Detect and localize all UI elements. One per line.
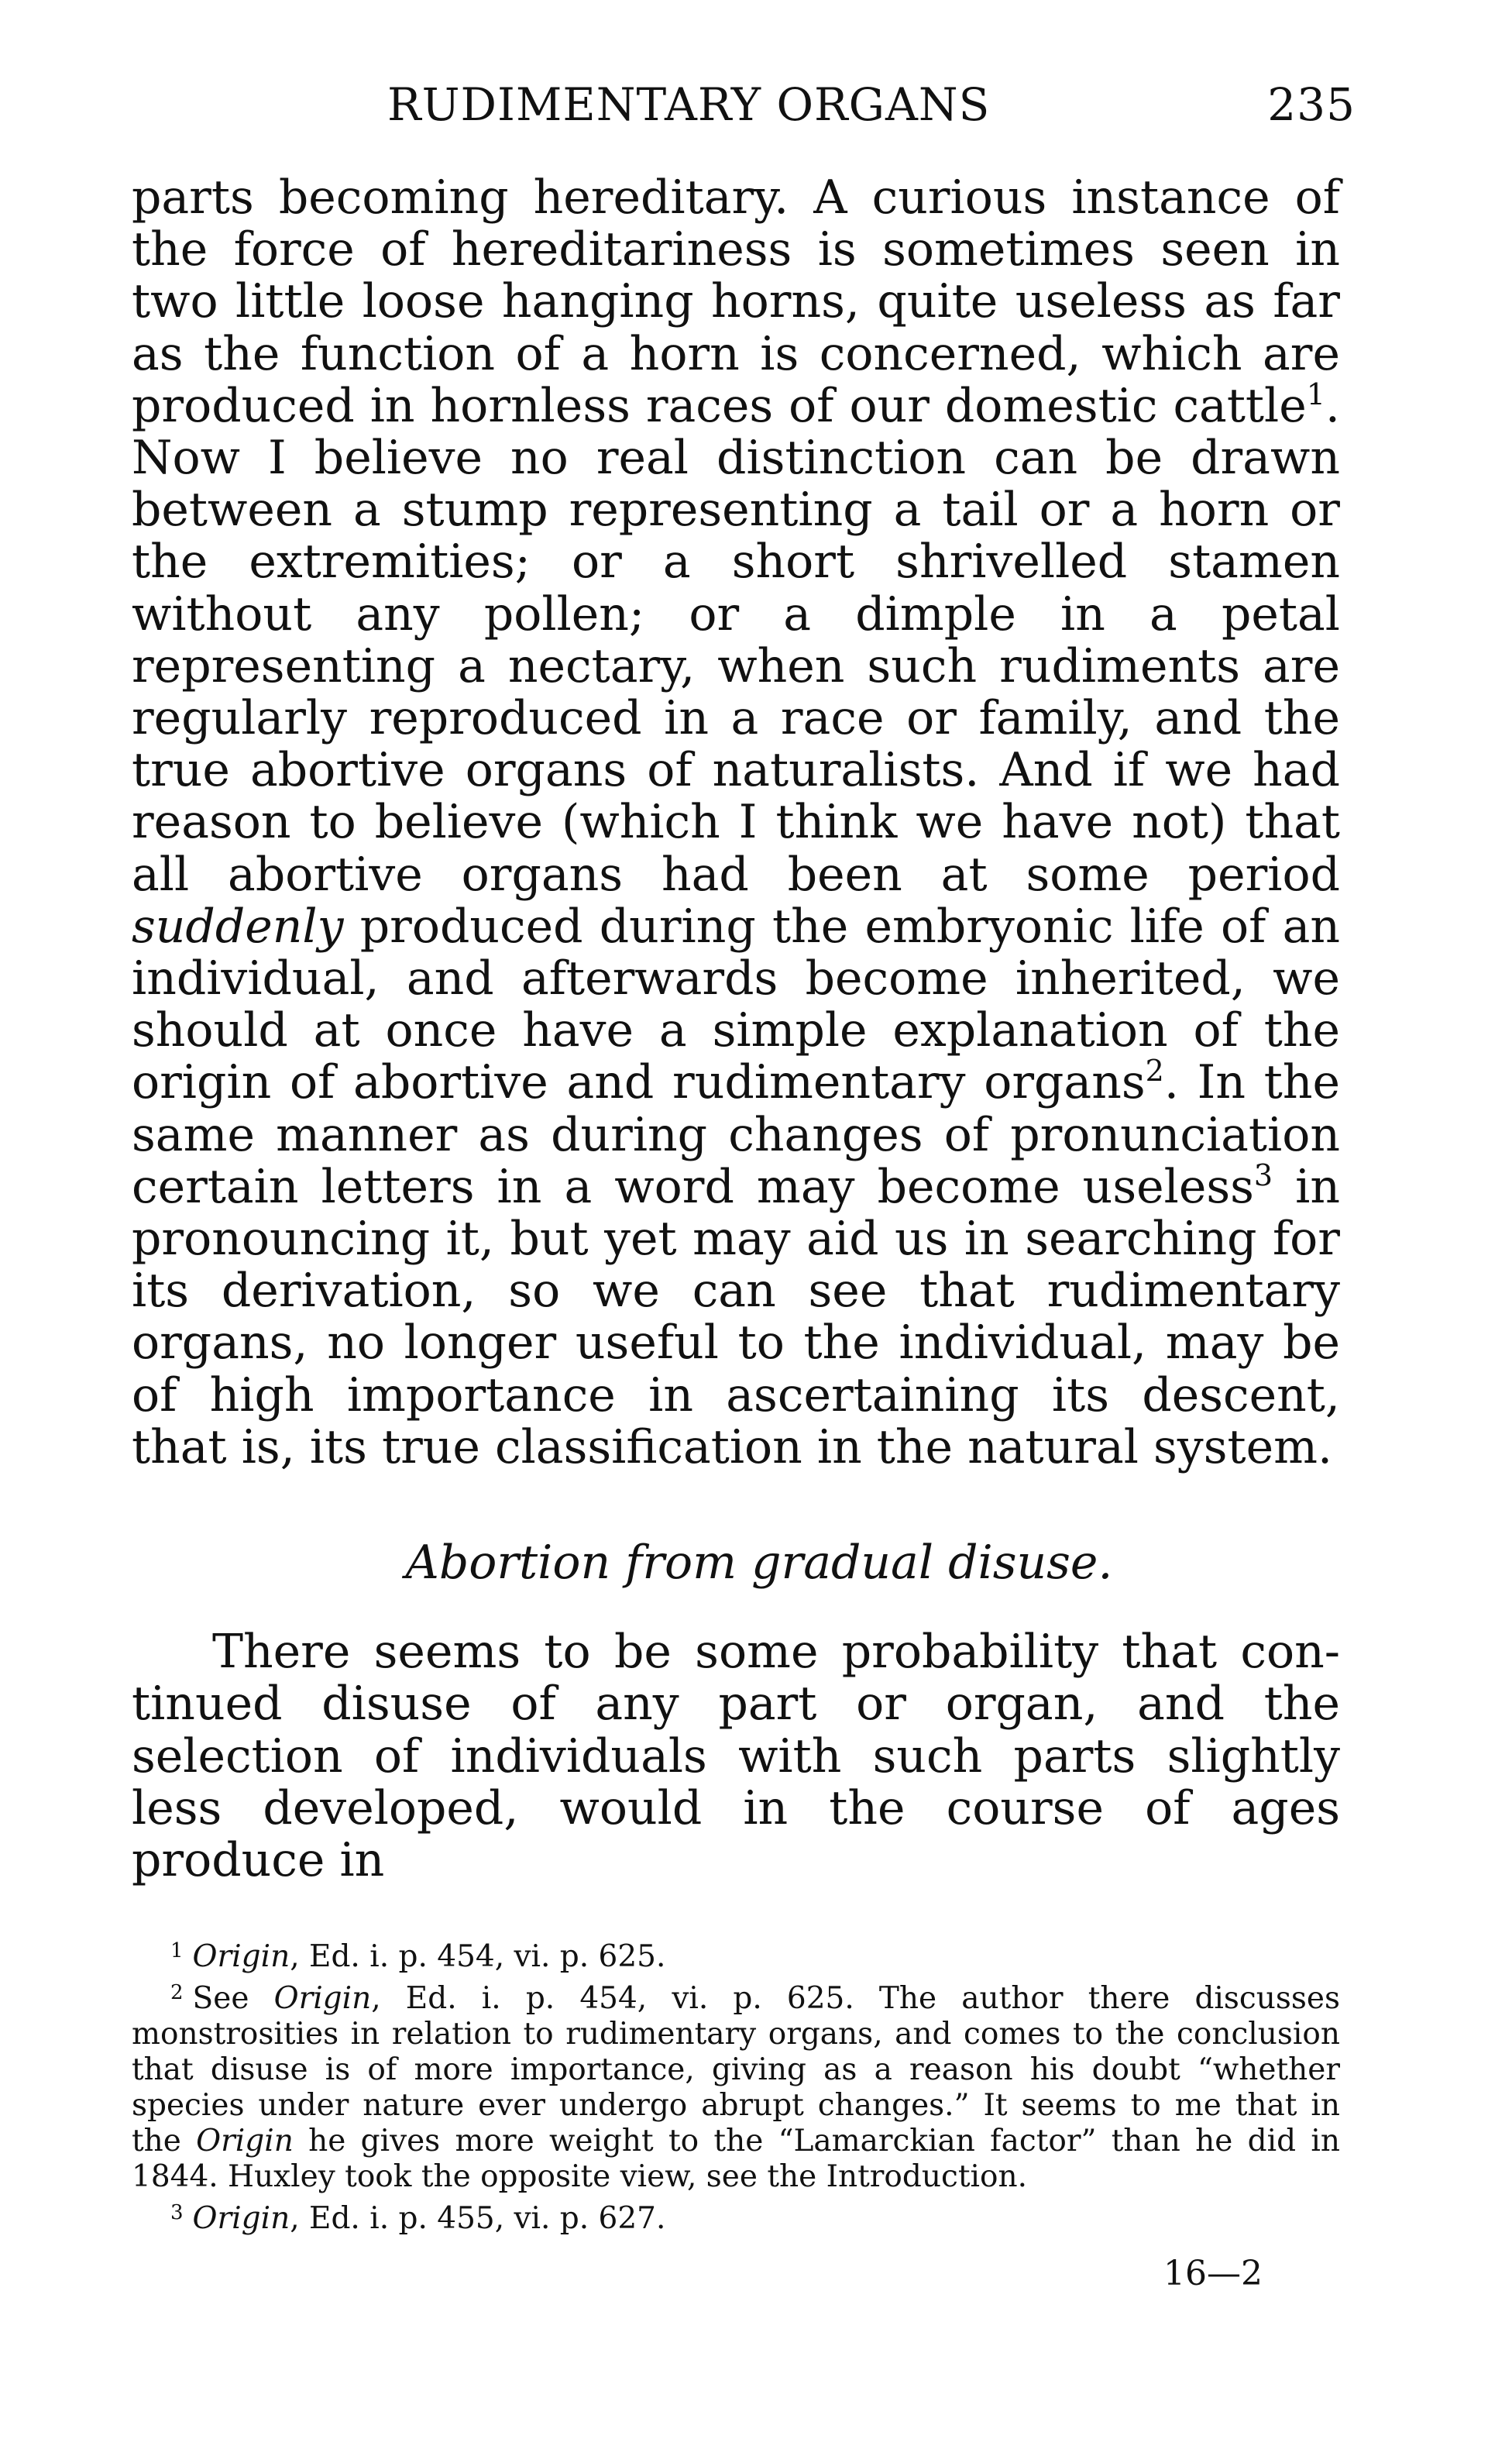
- paragraph-text: . Now I believe no real distinction can be drawn between a stump representing a tail or a horn or the extremities; or a short shrivelled stamen without any pollen; or a dimple in a petal representing a nectary, when such rudiments are regularly reproduced in a race or family, and the true abortive organs of naturalists. And if we had reason to believe (which I think we have not) that all abortive organs had been at some period: [132, 378, 1340, 902]
- paragraph: There seems to be some probability that continued disuse of any part or organ, and the selection of individuals with such parts slightly less developed, would in the course of ages produce in: [132, 1625, 1340, 1888]
- footnote-italic: Origin: [196, 2124, 294, 2159]
- paragraph-text: in pronouncing it, but yet may aid us in searching for its derivation, so we can see that rudimentary organs, no longer useful to the individual, may be of high importance in ascertaining its descent, that is, its true classification in the natural system.: [132, 1159, 1340, 1474]
- footnote-marker: 1: [170, 1939, 184, 1963]
- paragraph-text: . In the same manner as during changes of pronunciation certain letters in a word may become useless: [132, 1055, 1340, 1214]
- printer-signature: 16—2: [1163, 2254, 1263, 2294]
- footnote-italic: Origin: [192, 1939, 290, 1975]
- footnote-text: , Ed. i. p. 454, vi. p. 625. The author there discusses monstrosities in relation to rudimentary organs, and comes to the conclusion that disuse is of more importance, giving as a reason his doubt “whether species under nature ever undergo abrupt changes.” It seems to me that in the: [132, 1981, 1341, 2159]
- body-text: [132, 172, 1340, 1887]
- footnote-marker: 2: [170, 1981, 184, 2005]
- footnote-italic: Origin: [192, 2201, 290, 2237]
- footnote-3: [132, 2195, 1340, 2237]
- footnote-text: See: [192, 1981, 274, 2017]
- footnote-italic: Origin: [273, 1981, 372, 2017]
- footnote-1: [132, 1933, 1340, 1975]
- footnote-2: [132, 1975, 1340, 2195]
- section-heading: Abortion from gradual disuse.: [405, 1536, 1113, 1591]
- footnote-text: , Ed. i. p. 455, vi. p. 627.: [290, 2201, 666, 2237]
- running-title: RUDIMENTARY ORGANS: [387, 78, 991, 131]
- paragraph: [132, 172, 1340, 1474]
- running-head: [132, 70, 1356, 139]
- footnote-ref-3: 3: [1253, 1157, 1273, 1192]
- page-number: 235: [1267, 78, 1356, 131]
- footnote-text: he gives more weight to the “Lamarckian factor” than he did in 1844. Huxley took the opposite view, see the Introduction.: [132, 2124, 1340, 2195]
- footnote-marker: 3: [170, 2201, 184, 2225]
- paragraph-text: produced during the embryonic life of an individual, and afterwards become inherited, we should at once have a simple explanation of the origin of abortive and rudimentary organs: [132, 899, 1340, 1110]
- emphasis-text: suddenly: [132, 899, 344, 954]
- footnote-ref-1: 1: [1306, 377, 1325, 411]
- footnote-text: , Ed. i. p. 454, vi. p. 625.: [290, 1939, 666, 1975]
- paragraph-text: parts becoming hereditary. A curious instance of the force of hereditariness is sometimes seen in two little loose hanging horns, quite useless as far as the function of a horn is concerned, which are produced in hornless races of our domestic cattle: [132, 170, 1340, 433]
- footnote-ref-2: 2: [1145, 1054, 1164, 1089]
- book-page: [132, 70, 1356, 2294]
- footnotes: [132, 1933, 1340, 2237]
